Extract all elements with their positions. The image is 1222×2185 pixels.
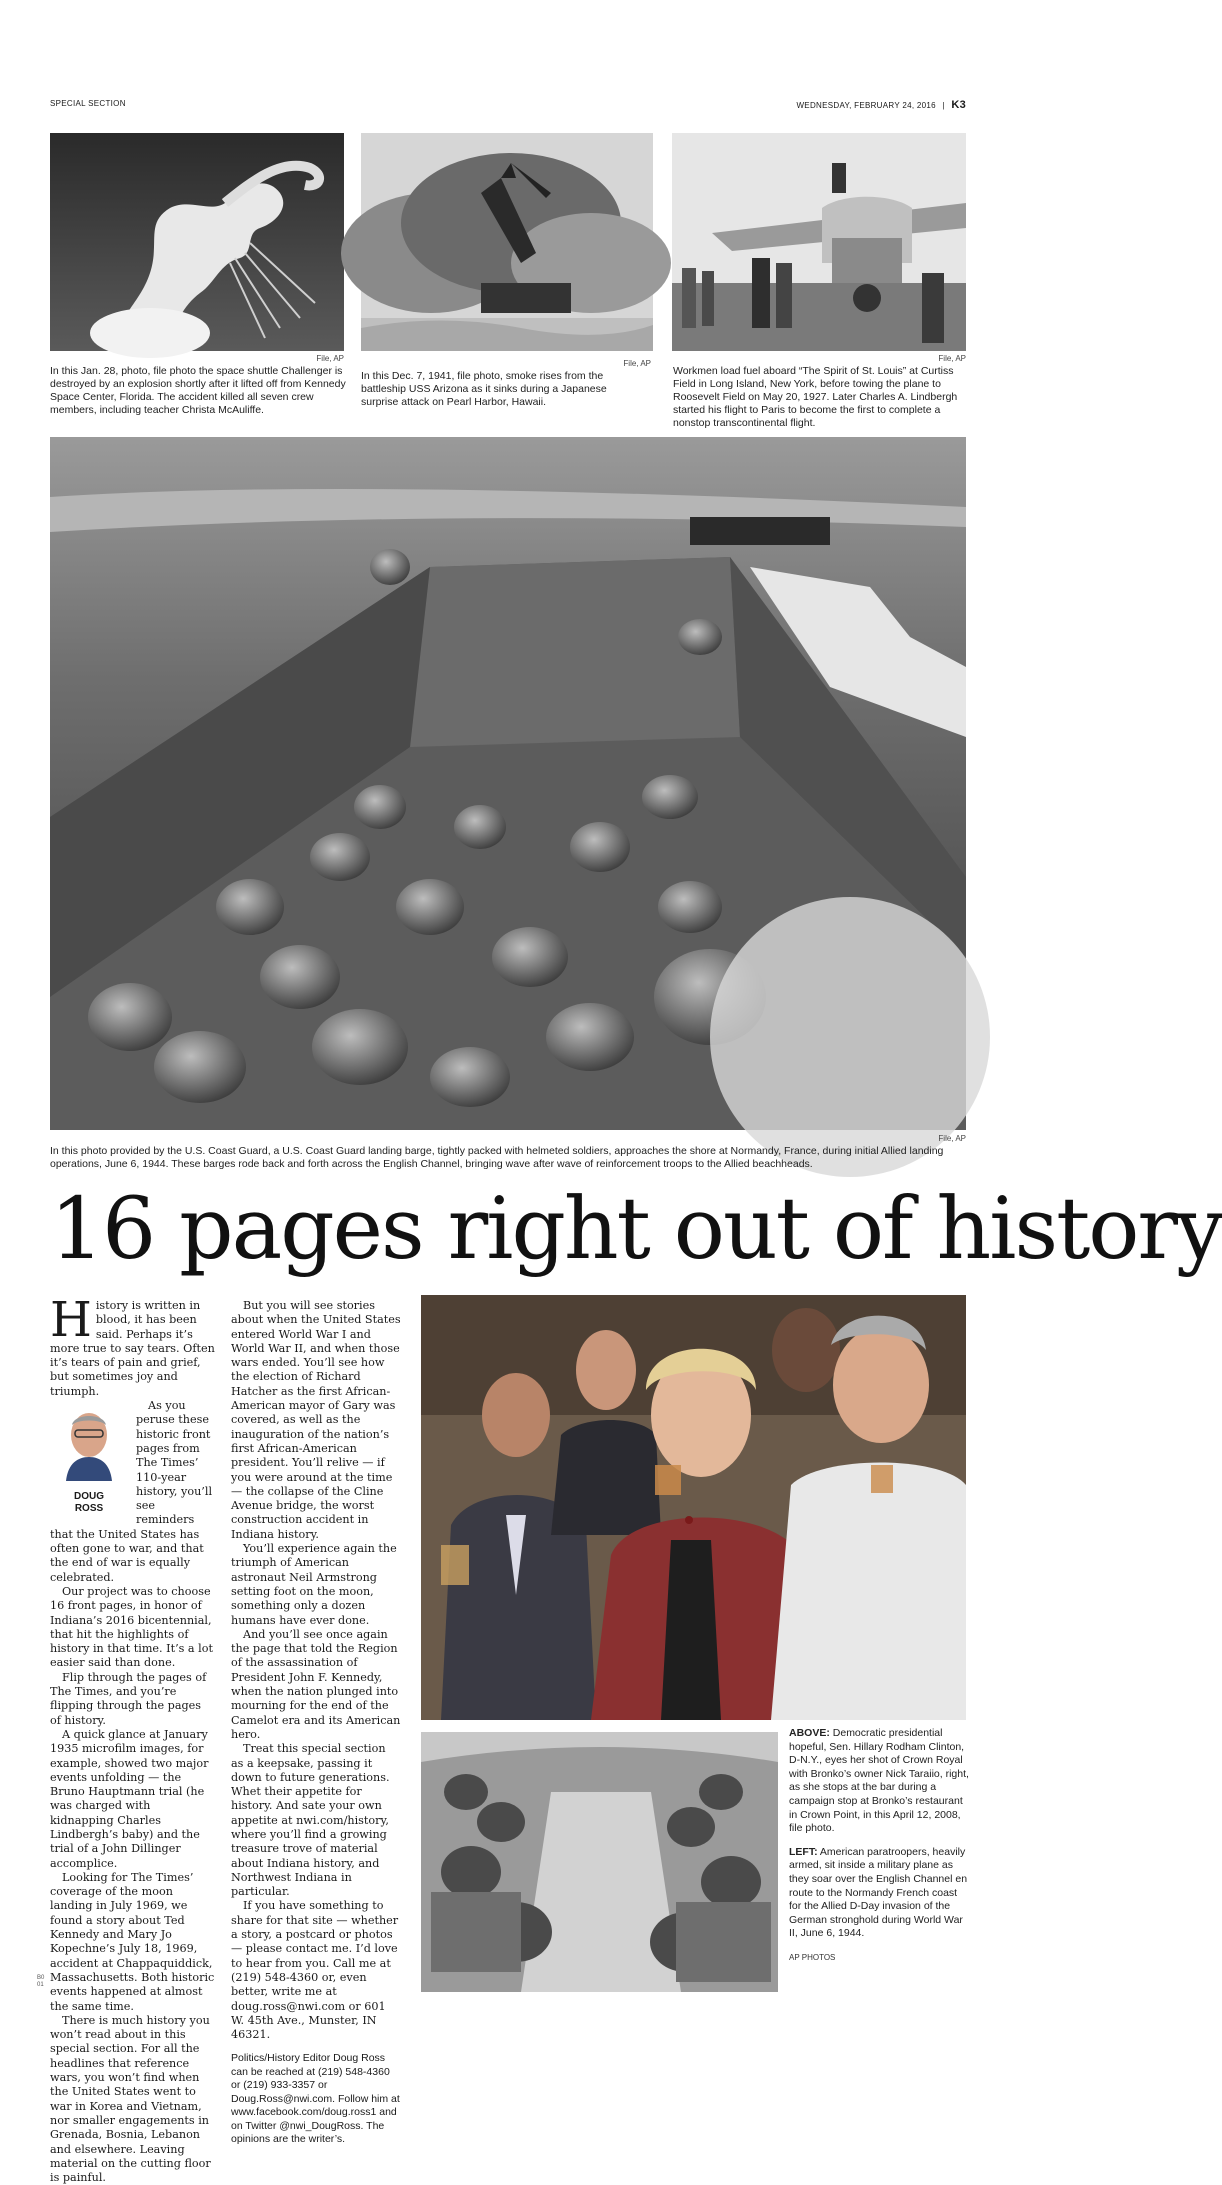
left-caption [789,1846,969,1941]
photo-caption: In this Dec. 7, 1941, file photo, smoke rises from the battleship USS Arizona as it sinks during a Japanese surprise attack on Pearl Harbor, Hawaii. [361,370,607,408]
page-id [37,1975,44,1989]
photo-caption: Workmen load fuel aboard “The Spirit of St. Louis” at Curtiss Field in Long Island, New York, before towing the plane to Roosevelt Field on May 20, 1927. Later Charles A. Lindbergh started his flight to Paris to become the first to complete a nonstop transcontinental flight. [673,365,958,429]
photo-credit: File, AP [938,354,966,363]
left-caption-text: American paratroopers, heavily armed, sit inside a military plane as they soar over the English Channel en route to the Normandy French coast for the Allied D-Day invasion of the German stronghold during World War II, June 6, 1944. [789,1845,968,1940]
issue-date: WEDNESDAY, FEBRUARY 24, 2016 [796,101,936,110]
paratroopers-photo [421,1732,778,1992]
above-caption-text: Democratic presidential hopeful, Sen. Hillary Rodham Clinton, D-N.Y., eyes her shot of Crown Royal with Bronko’s owner Nick Taraiio, right, as she stops at the bar during a campaign stop at Bronko’s restaurant in Crown Point, in this April 12, 2008, file photo. [789,1727,969,1835]
byline-last: ROSS [74,1503,104,1515]
left-caption-label: LEFT: [789,1845,818,1858]
article-paragraph: But you will see stories about when the United States entered World War I and World War II, and when those wars ended. You’ll see how the election of Richard Hatcher as the first African-American mayor of Gary was covered, as well as the inauguration of the nation’s first African-American president. You’ll relive — if you were around at the time — the collapse of the Cline Avenue bridge, the worst construction accident in Indiana history. [231,1299,401,1541]
above-caption [789,1727,969,1836]
byline-first: DOUG [74,1491,104,1503]
article-paragraph: There is much history you won’t read about in this special section. For all the headlines that reference wars, you won’t find when the United States went to war in Korea and Vietnam, nor smaller engagements in Grenada, Bosnia, Lebanon and elsewhere. Leaving material on the cutting floor is painful. [50,2013,211,2185]
drop-cap: H [50,1292,92,1348]
page-headline: 16 pages right out of history [50,1180,1222,1279]
clinton-photo [421,1295,966,1720]
article-paragraph: Looking for The Times’ coverage of the moon landing in July 1969, we found a story about Ted Kennedy and Mary Jo Kopechne’s July 18, 1969, accident at Chappaquiddick, Massachusetts. Both historic events happened at almost the same time. [50,1870,215,2013]
lead-text: istory is written in blood, it has been said. Perhaps it’s more true to say tears. Often it’s tears of pain and grief, but sometimes joy and triumph. [50,1299,215,1398]
page-id-line: 01 [37,1982,44,1988]
author-bio: Politics/History Editor Doug Ross can be reached at (219) 548-4360 or (219) 933-3357 or Doug.Ross@nwi.com. Follow him at www.facebook.com/doug.ross1 and on Twitter @nwi_DougRoss. The opinions are the writer’s. [231,2052,400,2146]
above-caption-label: ABOVE: [789,1727,830,1739]
normandy-landing-photo [50,437,966,1130]
article-paragraph: Treat this special section as a keepsake, passing it down to future generations. Whet their appetite for history. And sate your own appetite at nwi.com/history, where you’ll find a growing treasure trove of material about Indiana history, and Northwest Indiana in particular. [231,1742,390,1899]
article-column-1 [50,1292,215,2185]
spirit-of-st-louis-photo [672,133,966,351]
page-id-line: B0 [37,1975,45,1981]
photo-credit: AP PHOTOS [789,1952,836,1962]
challenger-photo [50,133,344,351]
article-paragraph: If you have something to share for that site — whether a story, a postcard or photos — please contact me. I’d love to hear from you. Call me at (219) 548-4360 or, even better, write me at doug.ross@nwi.com or 601 W. 45th Ave., Munster, IN 46321. [231,1899,399,2042]
article-paragraph: You’ll experience again the triumph of American astronaut Neil Armstrong setting foot on the moon, something only a dozen humans have ever done. [231,1542,397,1627]
article-paragraph: Our project was to choose 16 front pages, in honor of Indiana’s 2016 bicentennial, that hit the highlights of history in that time. It’s a lot easier said than done. [50,1584,213,1670]
article-paragraph: A quick glance at January 1935 microfilm images, for example, showed two major events unfolding — the Bruno Hauptmann trial (he was charged with kidnapping Charles Lindbergh’s baby) and the trial of a John Dillinger accomplice. [50,1727,209,1870]
photo-caption: In this photo provided by the U.S. Coast Guard, a U.S. Coast Guard landing barge, tightly packed with helmeted soldiers, approaches the shore at Normandy, France, during initial Allied landing operations, June 6, 1944. These barges rode back and forth across the English Channel, bringing wave after wave of reinforcement troops to the Allied beachheads. [50,1145,944,1170]
article-paragraph: And you’ll see once again the page that told the Region of the assassination of President John F. Kennedy, when the nation plunged into mourning for the end of the Camelot era and its American hero. [231,1627,401,1741]
article-paragraph: As you peruse these historic front pages from The Times’ 110-year history, you’ll see reminders that the United States has often gone to war, and that the end of war is equally celebrated. [50,1399,213,1584]
author-mug [50,1405,128,1515]
photo-caption: In this Jan. 28, photo, file photo the space shuttle Challenger is destroyed by an explosion shortly after it lifted off from Kennedy Space Center, Florida. The accident killed all seven crew members, including teacher Christa McAuliffe. [50,365,346,416]
page-number: K3 [951,99,966,111]
page-header-right [796,99,966,111]
photo-credit: File, AP [938,1134,966,1143]
header-separator: | [942,101,945,110]
author-headshot [56,1405,122,1481]
article-lead [50,1292,215,1399]
article-paragraph: Flip through the pages of The Times, and you’re flipping through the pages of history. [50,1670,207,1727]
side-captions [789,1727,969,1965]
article-column-2 [231,1299,401,2146]
uss-arizona-photo [361,133,653,351]
photo-credit: File, AP [316,354,344,363]
section-label: SPECIAL SECTION [50,99,126,108]
photo-credit: File, AP [623,359,651,368]
